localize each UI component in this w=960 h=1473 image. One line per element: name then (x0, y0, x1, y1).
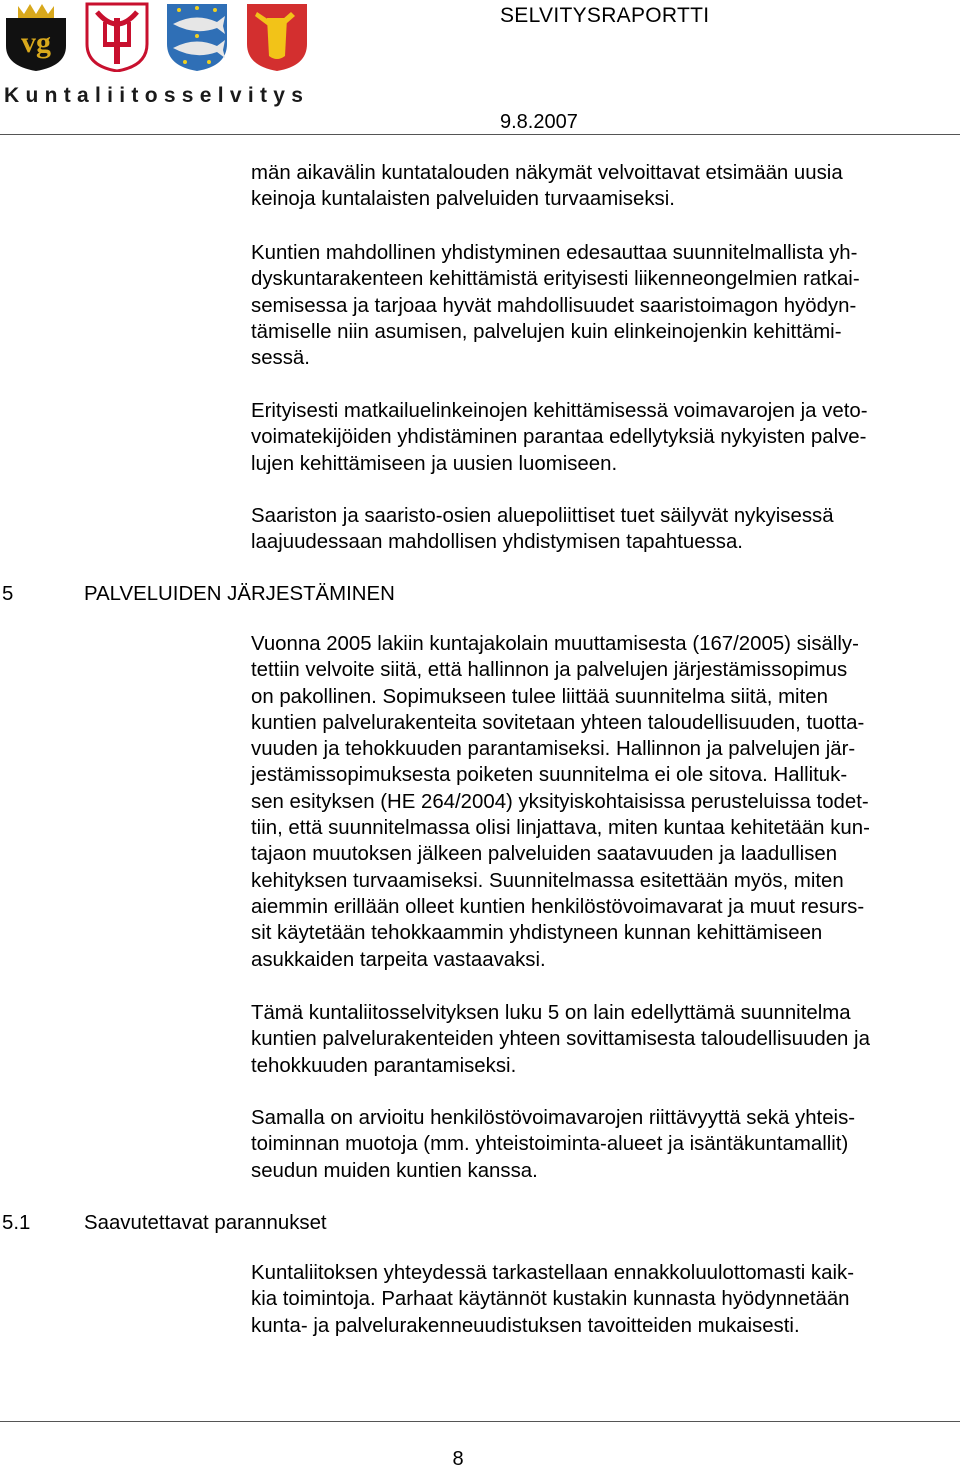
body-paragraph: män aikavälin kuntatalouden näkymät velvoittavat etsimään uusia keinoja kuntalaisten palveluiden turvaamiseksi. (251, 162, 843, 211)
body-paragraph: Samalla on arvioitu henkilöstövoimavarojen riittävyyttä sekä yhteis- toiminnan muotoja (mm. yhteistoiminta-alueet ja isäntäkuntamallit) seudun muiden kuntien kanssa. (251, 1107, 856, 1182)
footer-divider (0, 1421, 960, 1422)
body-paragraph: Kuntaliitoksen yhteydessä tarkastellaan ennakkoluulottomasti kaik- kia toimintoja. Parhaat käytännöt kustakin kunnasta hyödynnetään kunta- ja palvelurakenneuudistuksen tavoitteiden mukaisesti. (251, 1262, 854, 1337)
page-number: 8 (452, 1448, 464, 1470)
subsection-title: Saavutettavat parannukset (84, 1212, 327, 1234)
body-paragraph: Saariston ja saaristo-osien aluepoliittiset tuet säilyvät nykyisessä laajuudessaan mahdollisen yhdistymisen tapahtuessa. (251, 505, 834, 554)
document-series-title: Kuntaliitosselvitys (4, 84, 310, 107)
red-crest-icon (85, 2, 149, 72)
subsection-number: 5.1 (2, 1212, 31, 1234)
section-title: PALVELUIDEN JÄRJESTÄMINEN (84, 583, 395, 605)
body-paragraph: Kuntien mahdollinen yhdistyminen edesauttaa suunnitelmallista yh- dyskuntarakenteen kehittämistä erityisesti liikenneongelmien ratkai- semisessa ja tarjoaa hyvät mahdollisuudet saaristoimagon hyödyn- tämiselle niin asumisen, palvelujen kuin elinkeinojenkin kehittämi- sessä. (251, 242, 860, 370)
section-number: 5 (2, 583, 14, 605)
body-paragraph: Vuonna 2005 lakiin kuntajakolain muuttamisesta (167/2005) sisälly- tettiin velvoite siitä, että hallinnon ja palvelujen järjestämissopimus on pakollinen. Sopimukseen tulee liittää suunnitelma siitä, miten kuntien palvelurakenteita sovitetaan yhteen taloudellisuuden, tuotta- vuuden ja tehokkuuden parantamiseksi. Hallinnon ja palvelujen jär- jestämissopimuksesta poiketen suunnitelma ei ole sitova. Hallituk- sen esityksen (HE 264/2004) yksityiskohtaisissa perusteluissa todet- tiin, että suunnitelmassa olisi linjattava, miten kuntaa kehitetään kun- tajaon muutoksen jälkeen palveluiden saatavuuden ja laadullisen kehityksen turvaamiseksi. Suunnitelmassa esitettään myös, miten aiemmin erillään olleet kuntien henkilöstövoimavarat ja muut resurs- sit käytetään tehokkaammin yhdistyneen kunnan kehittämiseen asukkaiden tarpeita vastaavaksi. (251, 633, 870, 971)
svg-text:vg: vg (21, 26, 51, 59)
report-type-label: SELVITYSRAPORTTI (500, 4, 710, 27)
header-divider (0, 134, 960, 135)
report-date: 9.8.2007 (500, 111, 578, 133)
body-paragraph: Erityisesti matkailuelinkeinojen kehittämisessä voimavarojen ja veto- voimatekijöiden yhdistäminen parantaa edellytyksiä nykyisten palve- lujen kehittämiseen ja uusien luomiseen. (251, 400, 868, 475)
blue-fish-crest-icon (165, 2, 229, 72)
vg-crest-icon (4, 2, 68, 72)
red-yellow-crest-icon (245, 2, 309, 72)
body-paragraph: Tämä kuntaliitosselvityksen luku 5 on lain edellyttämä suunnitelma kuntien palvelurakenteiden yhteen sovittamisesta taloudellisuuden ja tehokkuuden parantamiseksi. (251, 1002, 870, 1077)
